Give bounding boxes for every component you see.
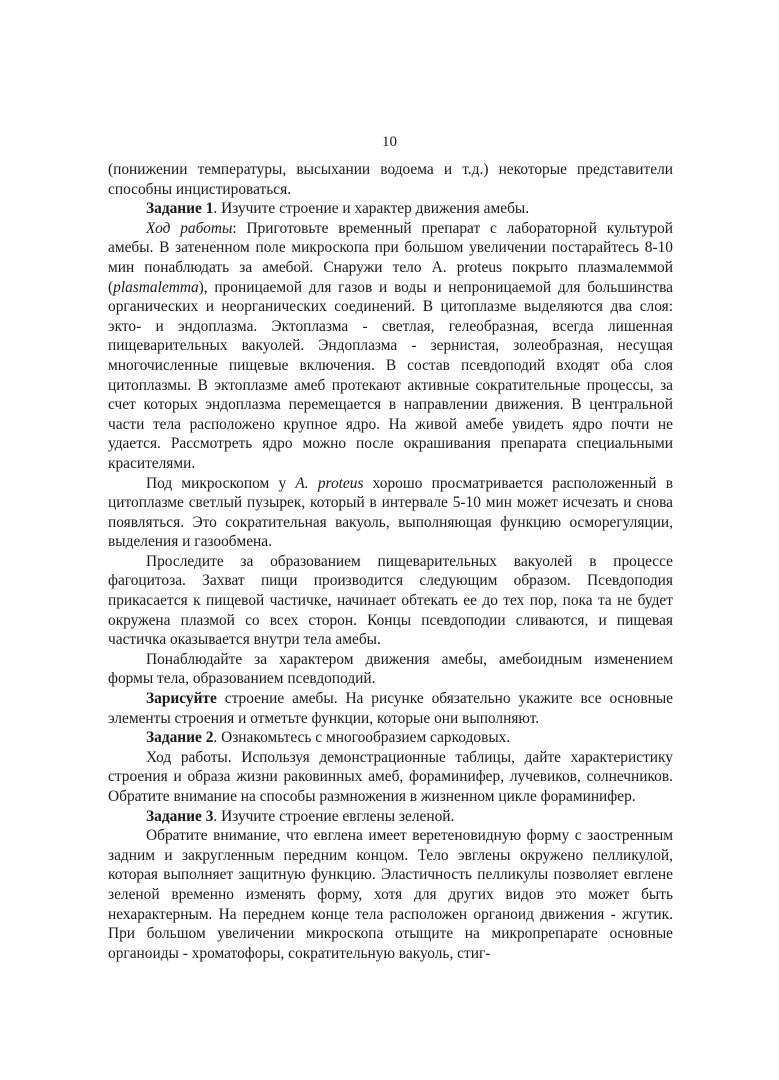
paragraph-task-2: Задание 2. Ознакомьтесь с многообразием саркодовых. xyxy=(146,729,511,747)
task-2-heading: Задание 2 xyxy=(146,729,214,747)
page-number: 10 xyxy=(382,134,397,150)
task-3-heading: Задание 3 xyxy=(146,807,214,825)
term-a-proteus: A. proteus xyxy=(295,474,364,492)
paragraph-task-1: Задание 1. Изучите строение и характер движения амебы. xyxy=(146,200,530,218)
paragraph-euglena: Обратите внимание, что евглена имеет веретеновидную форму с заостренным задним и закругленным передним концом. Тело эвглены окружено пелликулой, которая выполняет защитную функцию. Эластичность пелликулы позволяет евглене зеленой временно изменять форму, хотя для других видов это может быть нехарактерным. На переднем конце тела расположен органоид движения - жгутик. При большом увеличении микроскопа отыщите на микропрепарате основные органоиды - хроматофоры, сократительную вакуоль, стиг- xyxy=(108,827,673,962)
paragraph-movement: Понаблюдайте за характером движения амебы, амебоидным изменением формы тела, образованием псевдоподий. xyxy=(108,650,673,688)
paragraph-draw: Зарисуйте строение амебы. На рисунке обязательно укажите все основные элементы строения и отметьте функции, которые они выполняют. xyxy=(108,690,673,727)
paragraph-phagocytosis: Проследите за образованием пищеварительных вакуолей в процессе фагоцитоза. Захват пищи производится следующим образом. Псевдоподия прикасается к пищевой частичке, начинает обтекать ее до тех пор, пока та не будет окружена плазмой со всех сторон. Концы псевдоподии сливаются, и пищевая частичка оказывается внутри тела амебы. xyxy=(108,552,673,649)
term-plasmalemma: plasmalemma xyxy=(113,278,199,296)
paragraph-continuation: (понижении температуры, высыхании водоема и т.д.) некоторые представители способны инцистироваться. xyxy=(108,161,673,198)
paragraph-task-1-procedure: Ход работы: Приготовьте временный препарат с лабораторной культурой амебы. В затененном поле микроскопа при большом увеличении постарайтесь 8-10 мин понаблюдать за амебой. Снаружи тело A. proteus покрыто плазмалеммой (plasmalemma), проницаемой для газов и воды и непроницаемой для большинства органических и неорганических соединений. В цитоплазме выделяются два слоя: экто- и эндоплазма. Эктоплазма - светлая, гелеобразная, всегда лишенная пищеварительных вакуолей. Эндоплазма - зернистая, золеобразная, несущая многочисленные пищевые включения. В состав псевдоподий входят оба слоя цитоплазмы. В эктоплазме амеб протекают активные сократительные процессы, за счет которых эндоплазма перемещается в направлении движения. В центральной части тела расположено крупное ядро. На живой амебе увидеть ядро почти не удается. Рассмотреть ядро можно после окрашивания препарата специальными красителями. xyxy=(108,219,673,472)
paragraph-contractile-vacuole: Под микроскопом у A. proteus хорошо просматривается расположенный в цитоплазме светлый пузырек, который в интервале 5-10 мин может исчезать и снова появляться. Это сократительная вакуоль, выполняющая функцию осморегуляции, выделения и газообмена. xyxy=(108,474,674,551)
draw-instruction: Зарисуйте xyxy=(146,690,217,708)
task-1-heading: Задание 1 xyxy=(146,200,214,218)
paragraph-task-3: Задание 3. Изучите строение евглены зеленой. xyxy=(146,807,455,825)
paragraph-task-2-procedure: Ход работы. Используя демонстрационные таблицы, дайте характеристику строения и образа жизни раковинных амеб, фораминифер, лучевиков, солнечников. Обратите внимание на способы размножения в жизненном цикле фораминифер. xyxy=(108,748,673,805)
body-text xyxy=(108,160,673,963)
procedure-heading: Ход работы xyxy=(146,219,233,237)
